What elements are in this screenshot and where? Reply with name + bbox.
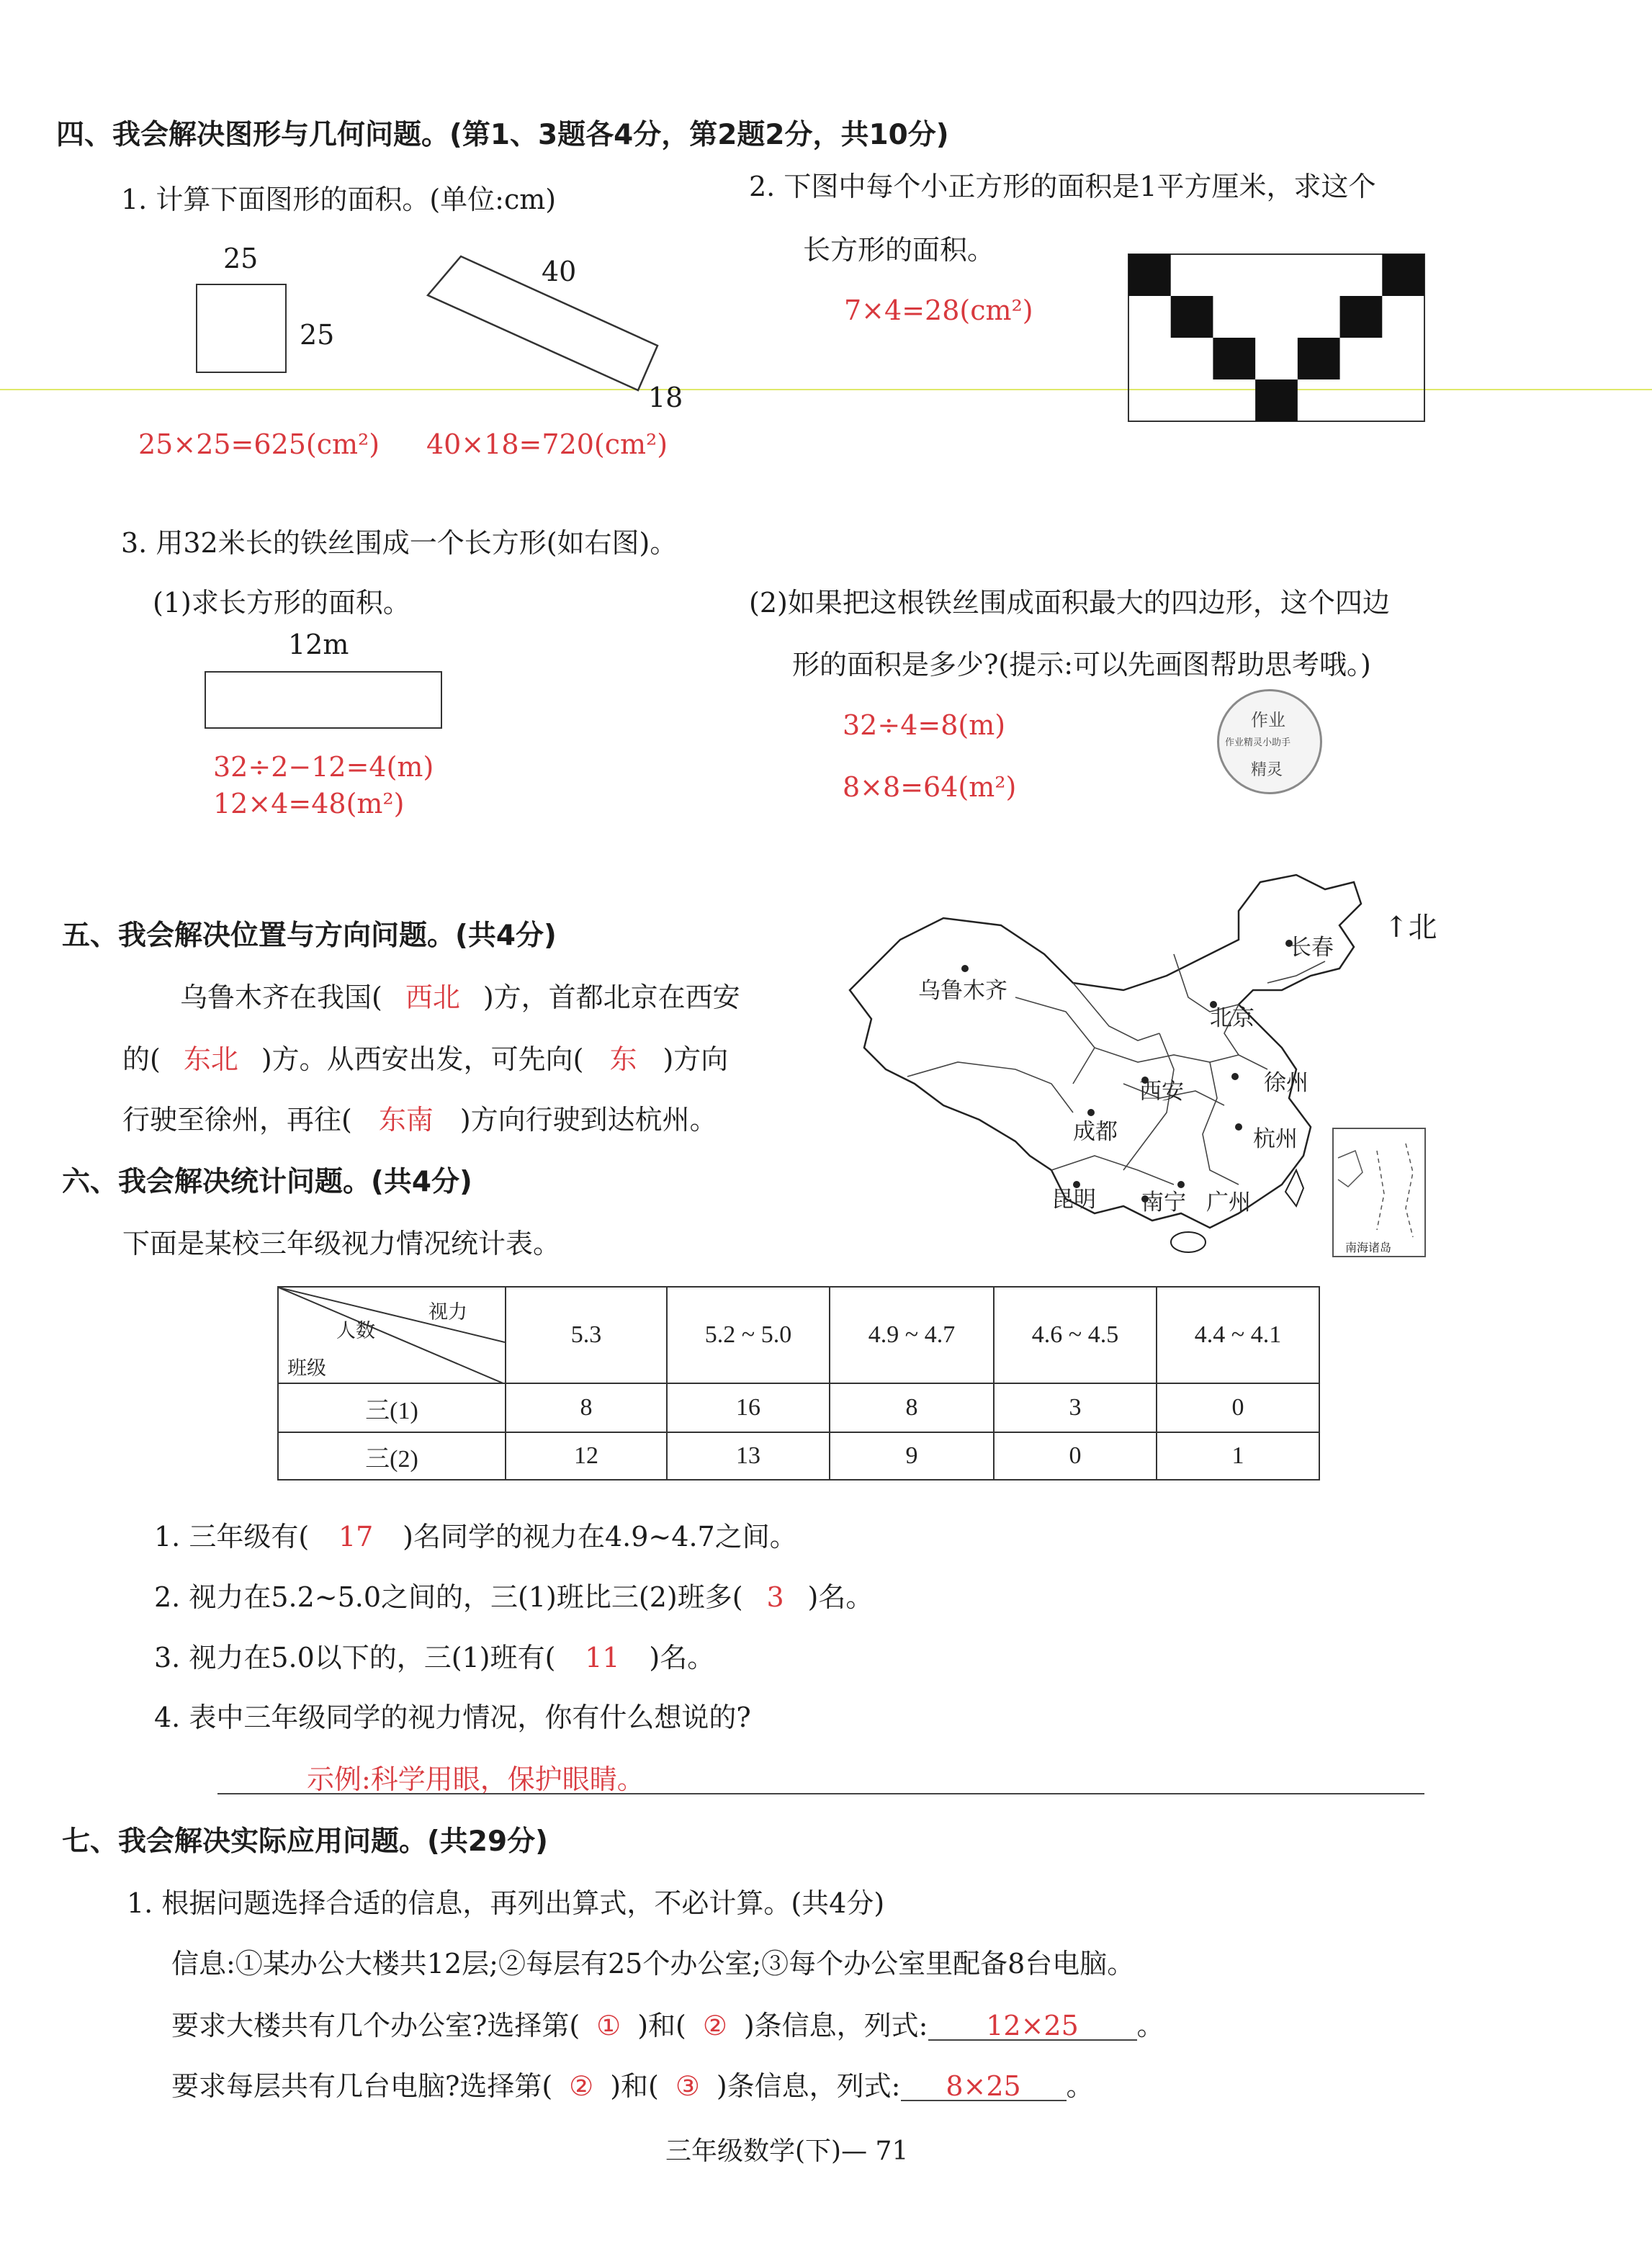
s6-q1-answer: 17 [338,1521,374,1553]
map-city-beijing: 北京 [1210,1005,1254,1031]
s7-ask2-a: 要求每层共有几台电脑?选择第( [171,2070,553,2102]
s5-line2-c: )方向 [663,1043,729,1075]
s6-q3-a: 3. 视力在5.0以下的，三(1)班有( [154,1642,556,1673]
grid-filled-square [1213,338,1255,379]
s6-q3-b: )名。 [649,1642,715,1673]
square-figure [196,284,287,373]
s6-q1-b: )名同学的视力在4.9~4.7之间。 [403,1521,797,1553]
map-city-xian: 西安 [1139,1079,1184,1105]
s7-ask2-expression: 8×25 [901,2072,1067,2101]
s5-blank4: 东南 [378,1104,434,1136]
grid-filled-square [1171,296,1213,338]
section5-heading: 五、我会解决位置与方向问题。(共4分) [62,920,557,952]
q3-answer-1a: 32÷2−12=4(m) [213,751,434,783]
table-row [278,1383,1319,1432]
square-grid-figure [1128,253,1429,423]
stamp-bottom-text: 精灵 [1251,761,1283,779]
s7-ask2-choice2: ③ [675,2070,700,2102]
table-cell: 8 [506,1383,667,1432]
section4-heading: 四、我会解决图形与几何问题。(第1、3题各4分，第2题2分，共10分) [56,119,949,151]
q3-answer-1b: 12×4=48(m²) [213,788,405,819]
vision-stats-table [277,1286,1320,1481]
table-corner-cell [278,1287,506,1383]
map-city-urumqi: 乌鲁木齐 [918,978,1007,1004]
s7-ask1-a: 要求大楼共有几个办公室?选择第( [171,2010,580,2041]
q3-rectangle-figure [205,671,442,729]
s5-line2-a: 的( [122,1043,161,1075]
map-city-nanning: 南宁 [1141,1190,1186,1216]
corner-label-class: 班级 [287,1357,326,1379]
grid-filled-square [1382,254,1424,296]
s7-q1-text: 1. 根据问题选择合适的信息，再列出算式，不必计算。(共4分) [127,1887,885,1919]
table-cell: 12 [506,1432,667,1480]
map-city-xuzhou: 徐州 [1264,1070,1308,1096]
section4-q1-text: 1. 计算下面图形的面积。(单位:cm) [121,184,557,215]
s7-ask1-choice2: ② [702,2010,727,2041]
section4-q2-line2: 长方形的面积。 [803,234,995,266]
s6-q3-answer: 11 [585,1642,620,1673]
s6-q2-a: 2. 视力在5.2~5.0之间的，三(1)班比三(2)班多( [154,1581,743,1613]
s7-ask2-end: 。 [1066,2070,1094,2102]
s5-line2-b: )方。从西安出发，可先向( [261,1043,584,1075]
q2-answer: 7×4=28(cm²) [844,295,1033,326]
section4-q3-part2-line1: (2)如果把这根铁丝围成面积最大的四边形，这个四边 [749,587,1390,619]
table-header-cell: 4.6 ~ 4.5 [994,1287,1157,1383]
table-cell: 1 [1157,1432,1319,1480]
s7-ask1-end: 。 [1136,2010,1164,2041]
s7-ask1-c: )和( [637,2010,686,2041]
section4-q2-line1: 2. 下图中每个小正方形的面积是1平方厘米，求这个 [749,171,1376,202]
s5-blank3: 东 [609,1043,637,1075]
s5-line3-b: )方向行驶到达杭州。 [459,1104,717,1136]
section7-heading: 七、我会解决实际应用问题。(共29分) [62,1825,548,1858]
table-header-cell: 4.9 ~ 4.7 [830,1287,994,1383]
table-header-cell: 5.2 ~ 5.0 [667,1287,830,1383]
q1-answer-square: 25×25=625(cm²) [138,428,380,460]
table-row-label: 三(1) [278,1383,506,1432]
s7-ask2-choice1: ② [569,2070,594,2102]
rect-top-label: 40 [542,256,577,287]
grid-filled-square [1298,338,1340,379]
s7-ask1-choice1: ① [596,2010,621,2041]
s6-q2-b: )名。 [807,1581,874,1613]
table-cell: 16 [667,1383,830,1432]
table-header-cell: 4.4 ~ 4.1 [1157,1287,1319,1383]
table-cell: 0 [1157,1383,1319,1432]
table-cell: 0 [994,1432,1157,1480]
s7-info-text: 信息:①某办公大楼共12层;②每层有25个办公室;③每个办公室里配备8台电脑。 [171,1948,1135,1980]
s6-q1-a: 1. 三年级有( [154,1521,310,1553]
table-cell: 8 [830,1383,994,1432]
section4-q3-part1: (1)求长方形的面积。 [153,587,410,619]
table-cell: 13 [667,1432,830,1480]
s5-line1-a: 乌鲁木齐在我国( [180,981,382,1013]
q3-answer-2a: 32÷4=8(m) [843,709,1006,741]
map-city-guangzhou: 广州 [1206,1190,1251,1216]
table-row [278,1432,1319,1480]
s6-q4-answer: 示例:科学用眼，保护眼睛。 [307,1763,645,1795]
map-city-changchun: 长春 [1289,935,1334,961]
south-sea-inset [1332,1128,1426,1257]
q3-rect-label: 12m [288,629,349,660]
section4-q3-part2-line2: 形的面积是多少?(提示:可以先画图帮助思考哦。) [792,649,1371,680]
section6-intro: 下面是某校三年级视力情况统计表。 [122,1228,561,1259]
s5-line1-b: )方，首都北京在西安 [482,981,740,1013]
grid-filled-square [1255,379,1298,421]
page-footer: 三年级数学(下)— 71 [665,2137,909,2166]
s7-ask2-c: )和( [610,2070,659,2102]
table-cell: 3 [994,1383,1157,1432]
square-top-label: 25 [223,243,259,274]
rect-side-label: 18 [648,382,683,413]
q3-answer-2b: 8×8=64(m²) [843,771,1017,803]
section6-heading: 六、我会解决统计问题。(共4分) [62,1166,472,1198]
s5-line3-a: 行驶至徐州，再往( [122,1104,352,1136]
table-header-cell: 5.3 [506,1287,667,1383]
map-city-kunming: 昆明 [1051,1187,1096,1213]
stamp-top-text: 作业 [1251,710,1285,730]
stamp-mid-text: 作业精灵小助手 [1225,737,1291,748]
inset-label: 南海诸岛 [1345,1241,1392,1254]
map-city-hangzhou: 杭州 [1253,1126,1298,1152]
s6-q2-answer: 3 [766,1581,784,1613]
table-row-label: 三(2) [278,1432,506,1480]
s5-blank2: 东北 [183,1043,238,1075]
section4-q3-text: 3. 用32米长的铁丝围成一个长方形(如右图)。 [121,527,678,559]
north-arrow-label: ↑北 [1384,911,1437,944]
corner-label-vision: 视力 [428,1301,467,1323]
s7-ask1-d: )条信息，列式: [743,2010,928,2041]
grid-filled-square [1128,254,1171,296]
corner-label-count: 人数 [336,1320,375,1342]
s5-blank1: 西北 [405,981,460,1013]
q1-answer-rect: 40×18=720(cm²) [426,428,668,460]
tilted-rectangle-figure [418,252,663,410]
s7-ask2-d: )条信息，列式: [716,2070,901,2102]
s6-q4-answer-line [217,1793,1424,1794]
map-city-chengdu: 成都 [1073,1119,1118,1145]
watermark-stamp [1217,689,1322,794]
grid-filled-square [1340,296,1383,338]
s6-q4-text: 4. 表中三年级同学的视力情况，你有什么想说的? [154,1702,751,1733]
table-cell: 9 [830,1432,994,1480]
square-side-label: 25 [300,319,335,351]
s7-ask1-expression: 12×25 [928,2012,1137,2041]
